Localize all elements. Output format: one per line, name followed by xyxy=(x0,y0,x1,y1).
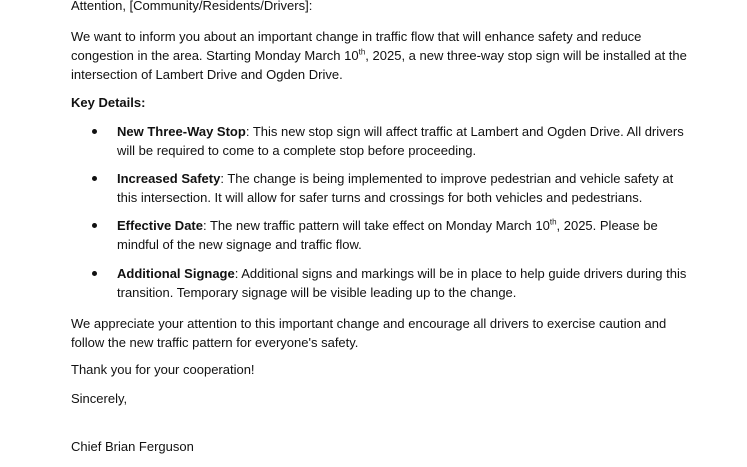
bullet-body: : Additional signs and markings will be in place to help guide drivers during this transition. Temporary signage will be visible leading up to the change. xyxy=(117,266,687,300)
bullet-title: Increased Safety xyxy=(117,171,221,186)
thanks-line: Thank you for your cooperation! xyxy=(71,362,255,377)
bullet-title: Effective Date xyxy=(117,218,203,233)
sign-off: Sincerely, xyxy=(71,391,128,406)
bullet-body: : The change is being implemented to improve pedestrian and vehicle safety at this intersection. It will allow for safer turns and crossings for both vehicles and pedestrians. xyxy=(117,171,674,205)
bullet-title: Additional Signage xyxy=(117,266,235,281)
bullet-icon xyxy=(92,176,97,181)
bullet-icon xyxy=(92,271,97,276)
signature-name: Chief Brian Ferguson xyxy=(71,439,194,454)
bullet-text xyxy=(117,216,687,254)
bullet-ordinal-suffix: th xyxy=(549,217,557,227)
bullet-icon xyxy=(92,223,97,228)
bullet-body: : This new stop sign will affect traffic at Lambert and Ogden Drive. All drivers will be required to come to a complete stop before proceeding. xyxy=(117,124,684,158)
key-details-heading: Key Details: xyxy=(71,95,146,110)
salutation: Attention, [Community/Residents/Drivers]: xyxy=(71,0,313,13)
intro-ordinal-suffix: th xyxy=(358,47,366,57)
closing-paragraph: We appreciate your attention to this important change and encourage all drivers to exercise caution and follow the new traffic pattern for everyone's safety. xyxy=(71,316,667,350)
bullet-text xyxy=(117,169,687,207)
bullet-body-part1: : The new traffic pattern will take effect on Monday March 10 xyxy=(202,218,550,233)
intro-paragraph xyxy=(71,27,691,84)
bullet-icon xyxy=(92,129,97,134)
bullet-text xyxy=(117,264,687,302)
intro-text-part2: , 2025, a new three-way stop sign will be installed at the intersection of Lambert Drive and Ogden Drive. xyxy=(71,48,687,82)
bullet-body-part2: , 2025. Please be mindful of the new signage and traffic flow. xyxy=(117,218,658,252)
bullet-title: New Three-Way Stop xyxy=(117,124,246,139)
intro-text-part1: We want to inform you about an important change in traffic flow that will enhance safety and reduce congestion in the area. Starting Monday March 10 xyxy=(71,29,642,63)
bullet-text xyxy=(117,122,687,160)
